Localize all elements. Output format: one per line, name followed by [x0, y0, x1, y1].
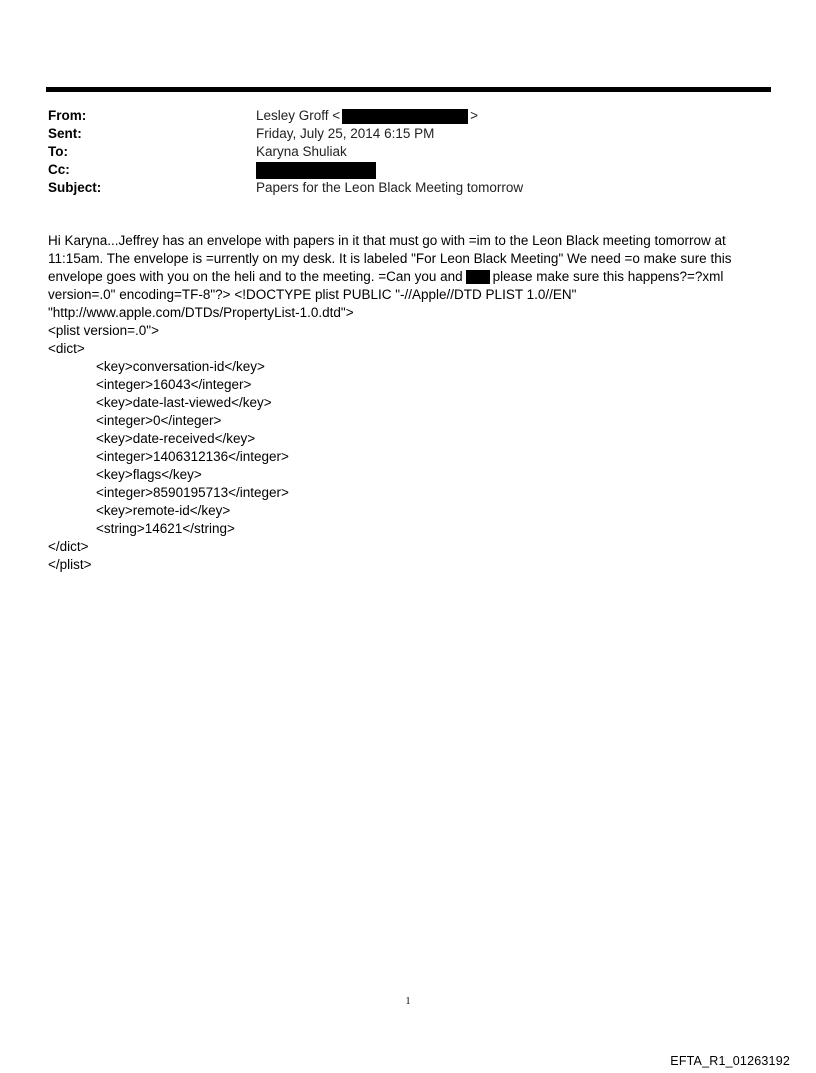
sent-value: Friday, July 25, 2014 6:15 PM	[256, 126, 435, 141]
page-number: 1	[405, 996, 411, 1007]
body-line: <dict>	[48, 341, 85, 356]
cc-row	[48, 161, 768, 179]
dict-line: <key>flags</key>	[96, 467, 202, 482]
header-divider	[46, 87, 771, 92]
redacted-email	[342, 109, 468, 124]
body-line: 11:15am. The envelope is =urrently on my desk. It is labeled "For Leon Black Meeting" We need =o make sure this	[48, 251, 732, 266]
dict-line: <key>conversation-id</key>	[96, 359, 265, 374]
email-body	[48, 232, 778, 574]
body-line: <plist version=.0">	[48, 323, 159, 338]
sent-label: Sent:	[48, 126, 82, 141]
to-label: To:	[48, 144, 68, 159]
from-label: From:	[48, 108, 87, 123]
cc-value	[256, 161, 376, 179]
to-value: Karyna Shuliak	[256, 144, 347, 159]
dict-line: <integer>0</integer>	[96, 413, 222, 428]
body-line	[48, 268, 778, 286]
dict-line: <key>date-received</key>	[96, 431, 256, 446]
dict-line: <integer>8590195713</integer>	[96, 485, 289, 500]
redacted-name	[466, 270, 490, 284]
to-row	[48, 143, 768, 161]
cc-label: Cc:	[48, 162, 70, 177]
body-text: please make sure this happens?=?xml	[492, 269, 724, 284]
bates-number: EFTA_R1_01263192	[670, 1054, 790, 1068]
body-line: </plist>	[48, 557, 92, 572]
from-name: Lesley Groff <	[256, 108, 341, 123]
from-row	[48, 107, 768, 125]
subject-row	[48, 179, 768, 197]
dict-line: <key>remote-id</key>	[96, 503, 231, 518]
from-value	[256, 107, 478, 125]
subject-label: Subject:	[48, 180, 102, 195]
body-line: </dict>	[48, 539, 89, 554]
dict-line: <key>date-last-viewed</key>	[96, 395, 272, 410]
dict-line: <integer>1406312136</integer>	[96, 449, 289, 464]
email-header	[48, 107, 768, 197]
redacted-cc	[256, 162, 376, 179]
body-line: version=.0" encoding=TF-8"?> <!DOCTYPE plist PUBLIC "-//Apple//DTD PLIST 1.0//EN"	[48, 287, 577, 302]
sent-row	[48, 125, 768, 143]
from-close: >	[470, 108, 479, 123]
dict-line: <integer>16043</integer>	[96, 377, 252, 392]
body-line: Hi Karyna...Jeffrey has an envelope with papers in it that must go with =im to the Leon Black meeting tomorrow at	[48, 233, 726, 248]
body-line: "http://www.apple.com/DTDs/PropertyList-1.0.dtd">	[48, 305, 354, 320]
subject-value: Papers for the Leon Black Meeting tomorrow	[256, 180, 524, 195]
dict-line: <string>14621</string>	[96, 521, 235, 536]
body-text: envelope goes with you on the heli and to the meeting. =Can you and	[48, 269, 463, 284]
